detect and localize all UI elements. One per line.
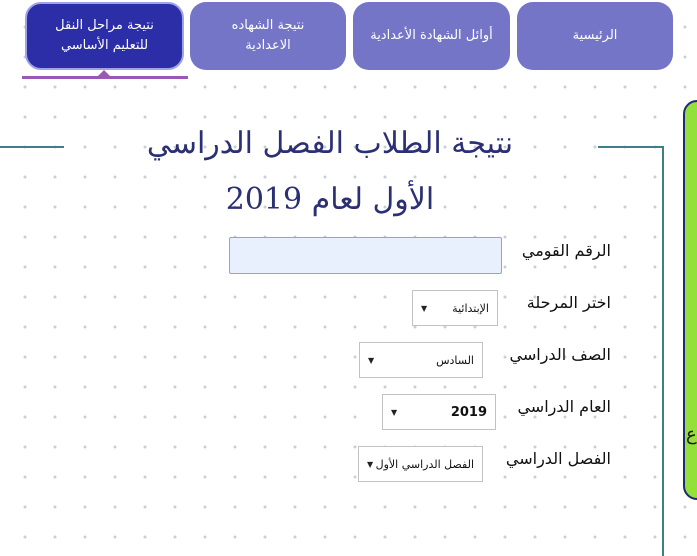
grade-select[interactable] bbox=[359, 342, 483, 378]
year-select[interactable] bbox=[382, 394, 496, 430]
stage-label: اختر المرحلة bbox=[526, 293, 611, 312]
grade-label: الصف الدراسي bbox=[509, 345, 611, 364]
chevron-down-icon: ▼ bbox=[367, 459, 374, 469]
tab-prep-certificate-result[interactable] bbox=[190, 2, 346, 70]
content-border-right bbox=[662, 146, 664, 556]
tab-prep-cert-label-line1: نتيجة الشهاده bbox=[231, 18, 305, 33]
stage-select-value: الإبتدائية bbox=[452, 301, 489, 315]
semester-select-value: الفصل الدراسي الأول bbox=[375, 457, 474, 471]
grade-select-value: السادس bbox=[436, 353, 474, 367]
tab-transfer-stages-result[interactable] bbox=[25, 2, 184, 70]
stage-select[interactable] bbox=[412, 290, 498, 326]
tab-home-label: الرئيسية bbox=[572, 28, 618, 43]
side-panel-text: ع bbox=[686, 424, 697, 445]
national-id-label: الرقم القومي bbox=[521, 241, 611, 260]
semester-select[interactable] bbox=[358, 446, 483, 482]
chevron-down-icon: ▼ bbox=[368, 355, 375, 365]
tab-transfer-label-line1: نتيجة مراحل النقل bbox=[55, 18, 154, 33]
chevron-down-icon: ▼ bbox=[421, 303, 428, 313]
tab-prep-top-label: أوائل الشهادة الأعدادية bbox=[370, 28, 493, 43]
year-label: العام الدراسي bbox=[517, 397, 611, 416]
tab-prep-cert-label-line2: الاعدادية bbox=[245, 38, 291, 53]
page-title-line1: نتيجة الطلاب الفصل الدراسي bbox=[146, 126, 514, 161]
active-tab-underline bbox=[22, 76, 188, 79]
tab-prep-top-students[interactable] bbox=[353, 2, 510, 70]
semester-label: الفصل الدراسي bbox=[505, 449, 611, 468]
page-title-line2: الأول لعام 2019 bbox=[225, 182, 435, 217]
tab-transfer-label-line2: للتعليم الأساسي bbox=[60, 38, 149, 53]
year-select-value: 2019 bbox=[450, 404, 487, 420]
national-id-input[interactable] bbox=[229, 237, 502, 274]
tab-home[interactable] bbox=[517, 2, 673, 70]
chevron-down-icon: ▼ bbox=[391, 407, 398, 417]
